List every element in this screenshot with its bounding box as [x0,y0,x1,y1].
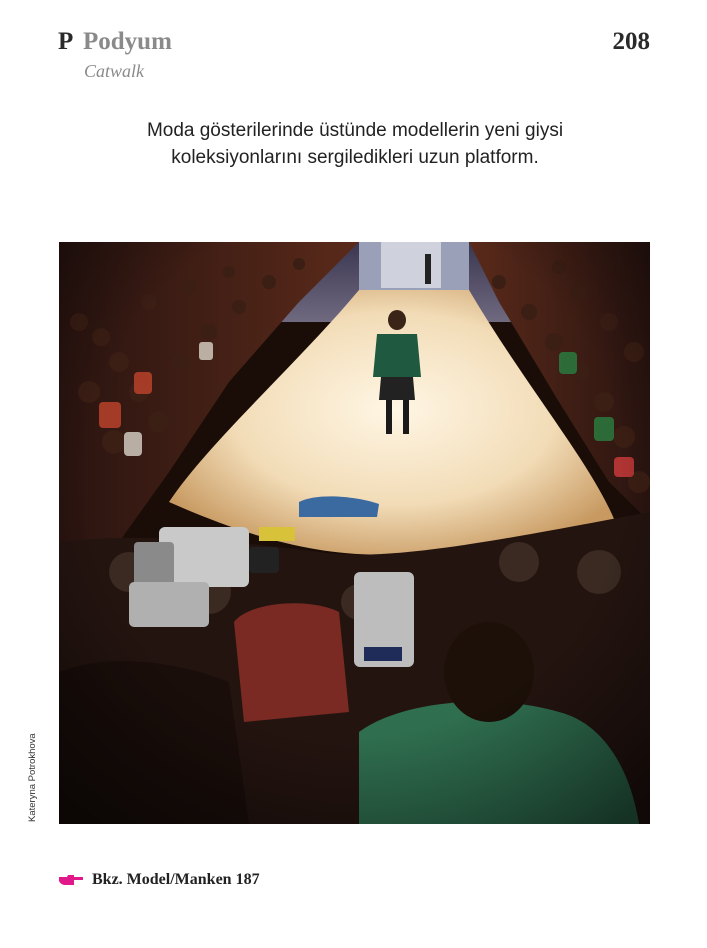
definition-line-1: Moda gösterilerinde üstünde modellerin yeni giysi [146,120,564,141]
definition-line-2: koleksiyonlarını sergiledikleri uzun platform. [171,147,539,168]
pointing-hand-icon [58,873,84,887]
footer-reference[interactable] [58,871,260,889]
photo-credit: Kateryna Potrokhova [27,733,38,822]
page-number: 208 [612,28,650,55]
header-translation: Catwalk [84,61,145,81]
header-letter: P [58,28,74,55]
header-word: Podyum [83,28,172,55]
reference-text: Bkz. Model/Manken 187 [92,871,260,888]
definition-text [60,117,650,171]
runway-photo [59,242,650,824]
